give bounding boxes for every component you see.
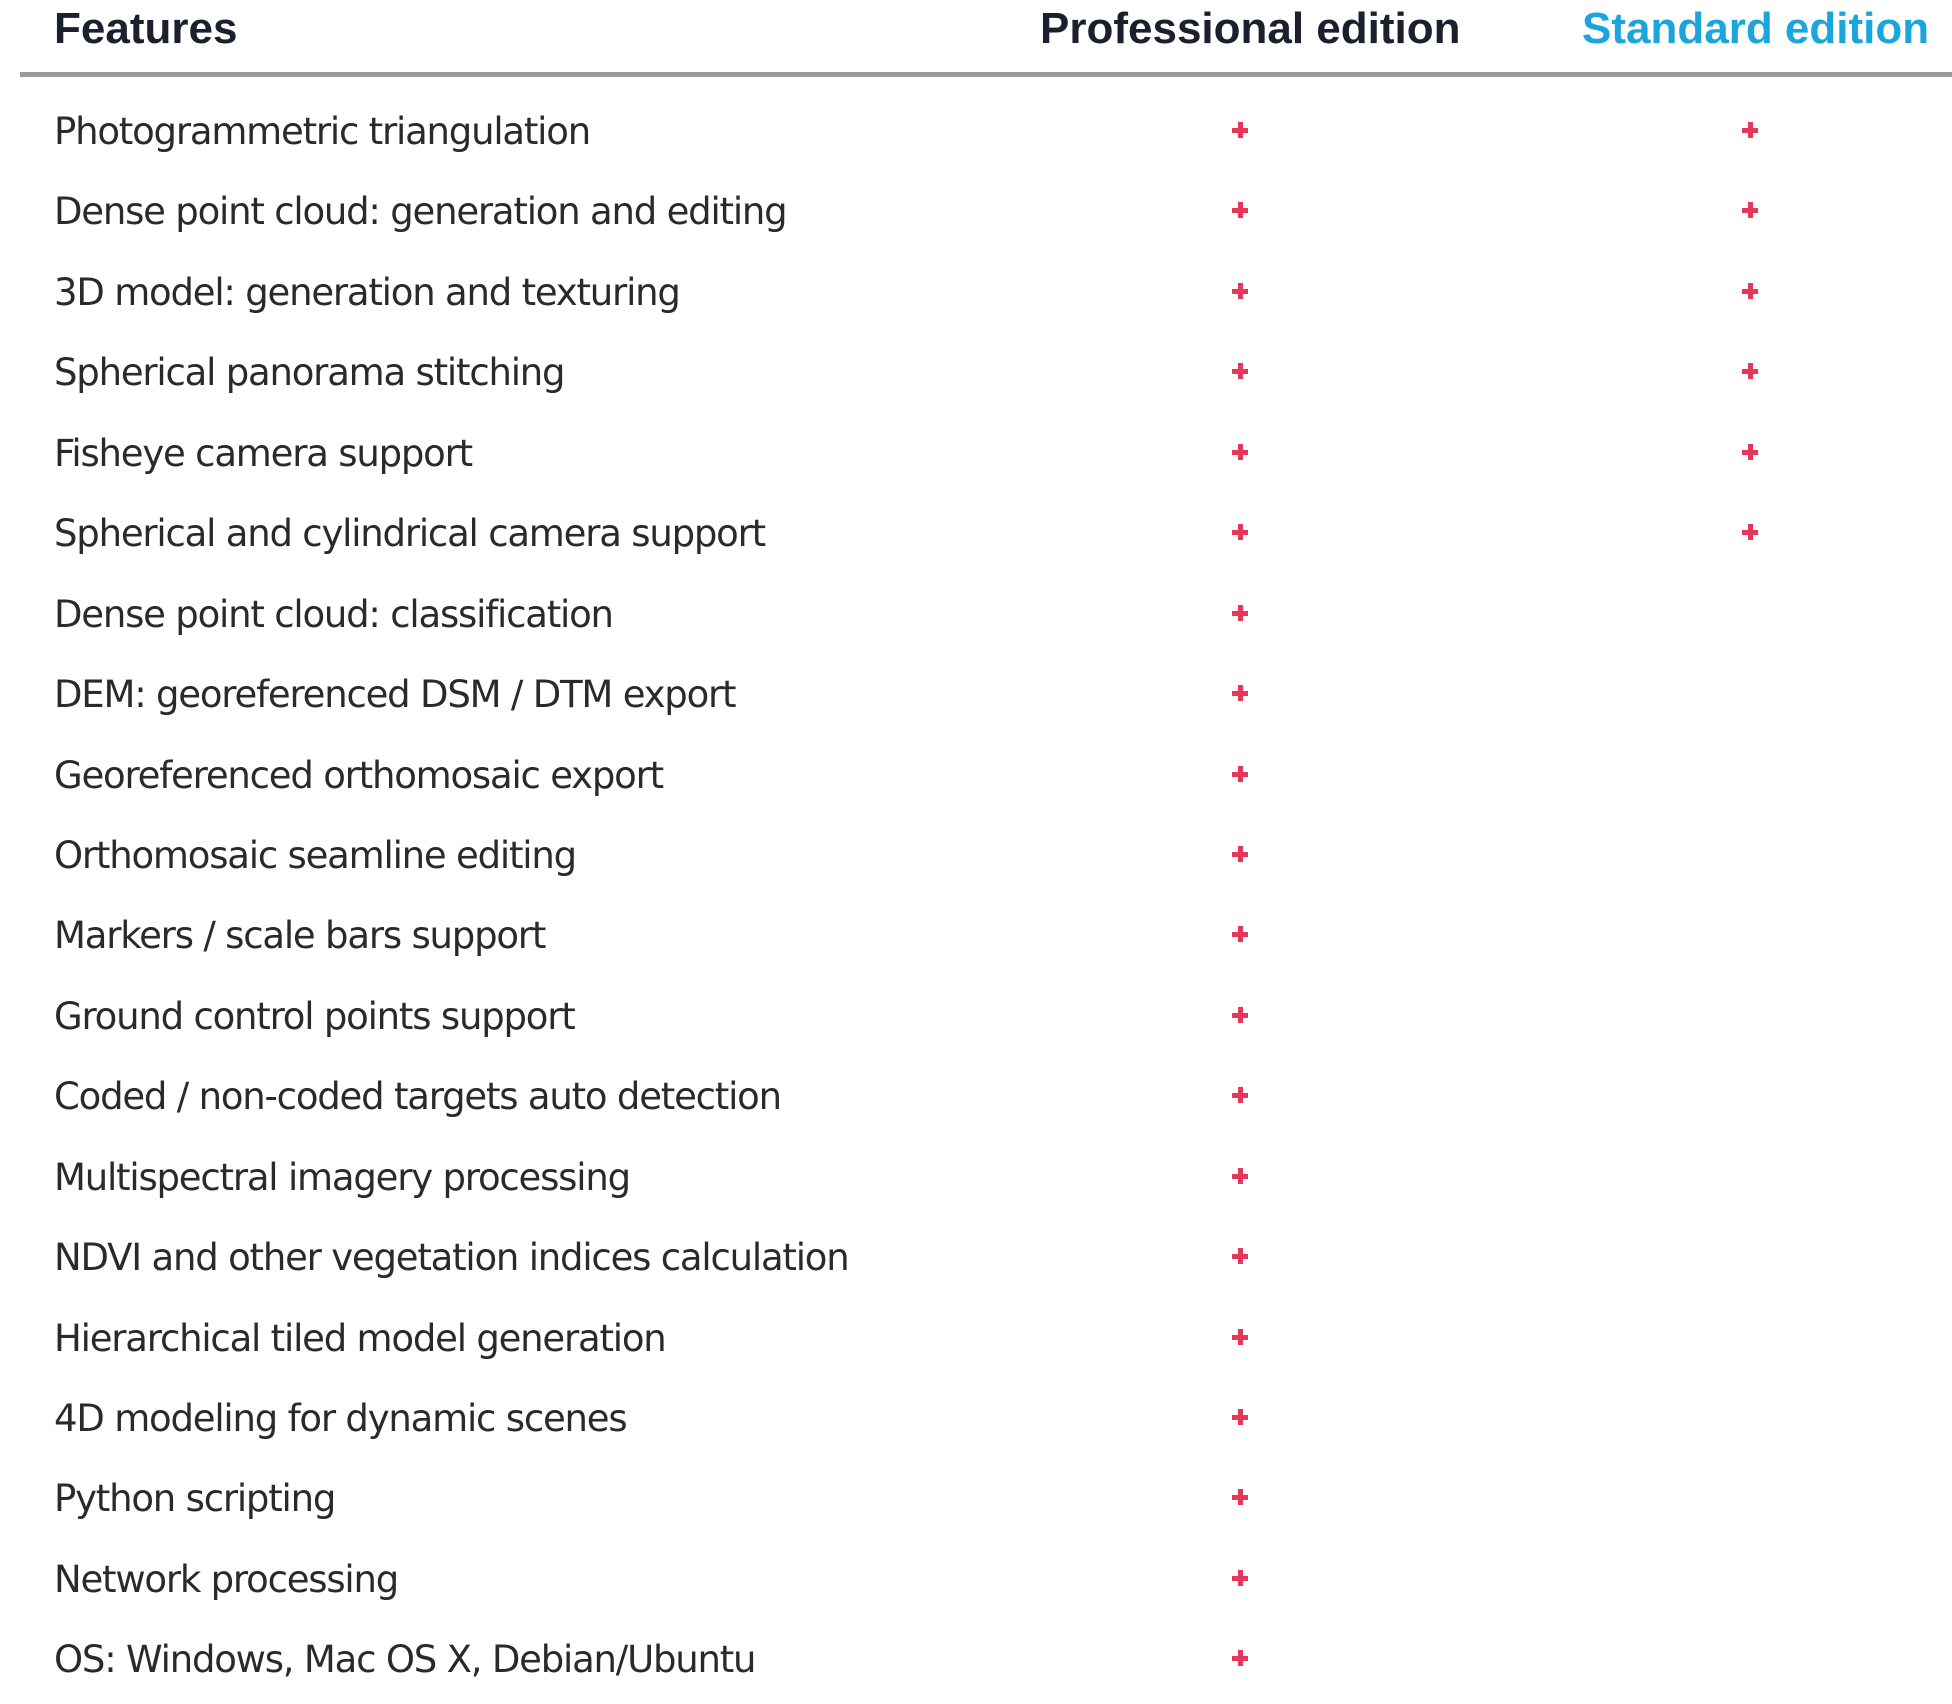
feature-label: DEM: georeferenced DSM / DTM export [54, 673, 736, 717]
feature-label: NDVI and other vegetation indices calculation [54, 1236, 849, 1280]
plus-icon [1231, 443, 1249, 461]
feature-label: Network processing [54, 1557, 399, 1601]
table-row [20, 417, 1952, 497]
plus-icon [1231, 1649, 1249, 1667]
header-professional-edition: Professional edition [1040, 4, 1461, 53]
table-body [20, 95, 1952, 1704]
plus-icon [1231, 1328, 1249, 1346]
plus-icon [1231, 201, 1249, 219]
plus-icon [1231, 604, 1249, 622]
feature-label: Dense point cloud: classification [54, 592, 613, 636]
feature-label: Spherical panorama stitching [54, 351, 565, 395]
feature-label: Fisheye camera support [54, 431, 472, 475]
feature-label: Dense point cloud: generation and editing [54, 190, 787, 234]
table-row [20, 1623, 1952, 1703]
table-row [20, 256, 1952, 336]
feature-label: Georeferenced orthomosaic export [54, 753, 663, 797]
feature-label: Coded / non-coded targets auto detection [54, 1075, 781, 1119]
table-row [20, 819, 1952, 899]
feature-label: Orthomosaic seamline editing [54, 833, 576, 877]
table-row [20, 1141, 1952, 1221]
plus-icon [1231, 925, 1249, 943]
table-row [20, 175, 1952, 255]
table-row [20, 336, 1952, 416]
plus-icon [1231, 1569, 1249, 1587]
feature-label: Python scripting [54, 1477, 336, 1521]
feature-label: Multispectral imagery processing [54, 1155, 630, 1199]
table-row [20, 1060, 1952, 1140]
table-row [20, 1543, 1952, 1623]
feature-label: Photogrammetric triangulation [54, 110, 590, 153]
plus-icon [1231, 765, 1249, 783]
table-row [20, 95, 1952, 175]
plus-icon [1231, 845, 1249, 863]
table-header [20, 0, 1952, 77]
header-standard-edition: Standard edition [1582, 4, 1930, 53]
table-row [20, 1382, 1952, 1462]
plus-icon [1231, 1488, 1249, 1506]
feature-label: OS: Windows, Mac OS X, Debian/Ubuntu [54, 1638, 756, 1682]
plus-icon [1741, 201, 1759, 219]
feature-label: Hierarchical tiled model generation [54, 1316, 666, 1360]
plus-icon [1741, 362, 1759, 380]
table-row [20, 899, 1952, 979]
plus-icon [1231, 1086, 1249, 1104]
plus-icon [1231, 121, 1249, 139]
feature-label: Markers / scale bars support [54, 914, 546, 958]
table-row [20, 578, 1952, 658]
feature-label: Ground control points support [54, 994, 575, 1038]
plus-icon [1741, 523, 1759, 541]
plus-icon [1231, 1408, 1249, 1426]
table-row [20, 1221, 1952, 1301]
table-row [20, 1462, 1952, 1542]
plus-icon [1741, 282, 1759, 300]
feature-label: 4D modeling for dynamic scenes [54, 1397, 627, 1440]
feature-comparison-table [20, 0, 1952, 1704]
plus-icon [1231, 684, 1249, 702]
plus-icon [1741, 443, 1759, 461]
table-row [20, 658, 1952, 738]
plus-icon [1231, 1006, 1249, 1024]
plus-icon [1231, 1167, 1249, 1185]
plus-icon [1231, 282, 1249, 300]
plus-icon [1741, 121, 1759, 139]
table-row [20, 980, 1952, 1060]
table-row [20, 1302, 1952, 1382]
plus-icon [1231, 362, 1249, 380]
plus-icon [1231, 523, 1249, 541]
feature-label: Spherical and cylindrical camera support [54, 512, 765, 556]
table-row [20, 739, 1952, 819]
header-features: Features [54, 4, 238, 53]
plus-icon [1231, 1247, 1249, 1265]
feature-label: 3D model: generation and texturing [54, 270, 680, 314]
table-row [20, 497, 1952, 577]
